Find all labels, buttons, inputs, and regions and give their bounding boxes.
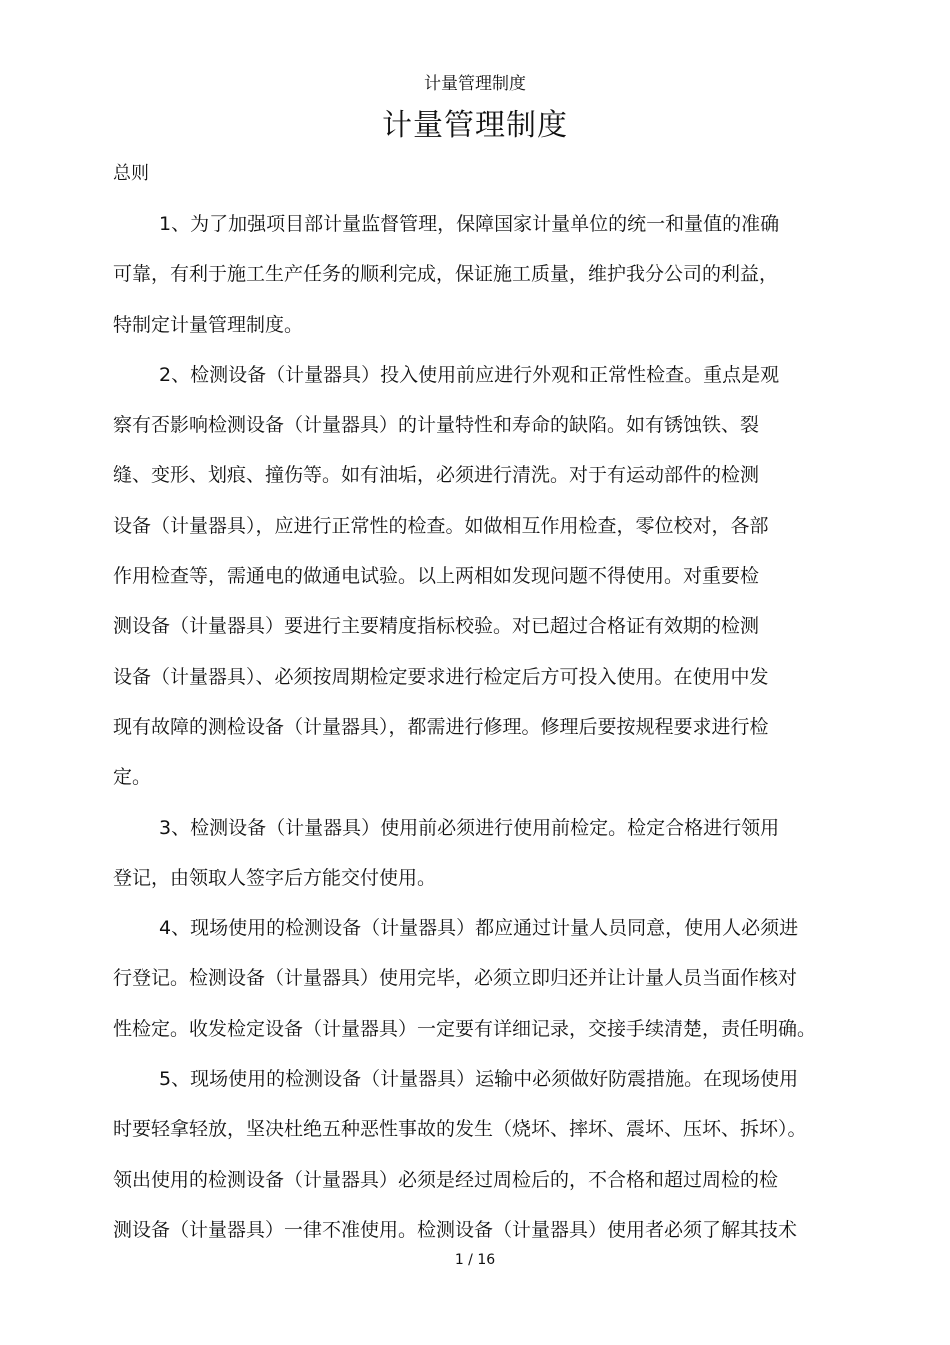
text-line: 可靠，有利于施工生产任务的顺利完成，保证施工质量，维护我分公司的利益， — [113, 263, 779, 286]
text-line: 设备（计量器具）、必须按周期检定要求进行检定后方可投入使用。在使用中发 — [113, 665, 769, 688]
page-number: 1 / 16 — [454, 1252, 496, 1268]
text-line: 性检定。收发检定设备（计量器具）一定要有详细记录，交接手续清楚，责任明确。 — [113, 1017, 817, 1040]
text-line: 作用检查等，需通电的做通电试验。以上两相如发现问题不得使用。对重要检 — [113, 565, 760, 588]
paragraph-4 — [113, 903, 893, 1054]
section-heading: 总则 — [113, 163, 149, 184]
document-title: 计量管理制度 — [382, 108, 568, 143]
text-line: 特制定计量管理制度。 — [113, 313, 304, 336]
text-line: 1、为了加强项目部计量监督管理，保障国家计量单位的统一和量值的准确 — [159, 213, 780, 235]
text-line: 设备（计量器具），应进行正常性的检查。如做相互作用检查，零位校对，各部 — [113, 514, 769, 537]
text-line: 2、检测设备（计量器具）投入使用前应进行外观和正常性检查。重点是观 — [159, 363, 780, 386]
text-line: 测设备（计量器具）要进行主要精度指标校验。对已超过合格证有效期的检测 — [113, 615, 760, 638]
text-line: 登记，由领取人签字后方能交付使用。 — [113, 866, 437, 889]
text-line: 缝、变形、划痕、撞伤等。如有油垢，必须进行清洗。对于有运动部件的检测 — [113, 464, 760, 487]
body-text — [113, 199, 893, 1255]
paragraph-3 — [113, 803, 893, 904]
text-line: 定。 — [113, 766, 152, 789]
text-line: 现有故障的测检设备（计量器具），都需进行修理。修理后要按规程要求进行检 — [113, 715, 769, 738]
text-line: 领出使用的检测设备（计量器具）必须是经过周检后的，不合格和超过周检的检 — [113, 1168, 779, 1191]
text-line: 行登记。检测设备（计量器具）使用完毕，必须立即归还并让计量人员当面作核对 — [113, 967, 798, 990]
text-line: 4、现场使用的检测设备（计量器具）都应通过计量人员同意，使用人必须进 — [159, 917, 799, 940]
text-line: 测设备（计量器具）一律不准使用。检测设备（计量器具）使用者必须了解其技术 — [113, 1218, 798, 1241]
text-line: 时要轻拿轻放，坚决杜绝五种恶性事故的发生（烧坏、摔坏、震坏、压坏、拆坏）。 — [113, 1118, 807, 1141]
text-line: 5、现场使用的检测设备（计量器具）运输中必须做好防震措施。在现场使用 — [159, 1068, 799, 1091]
paragraph-5 — [113, 1054, 893, 1255]
text-line: 3、检测设备（计量器具）使用前必须进行使用前检定。检定合格进行领用 — [159, 816, 780, 839]
paragraph-2 — [113, 350, 893, 803]
paragraph-1 — [113, 199, 893, 350]
text-line: 察有否影响检测设备（计量器具）的计量特性和寿命的缺陷。如有锈蚀铁、裂 — [113, 414, 760, 437]
running-header: 计量管理制度 — [424, 74, 526, 94]
